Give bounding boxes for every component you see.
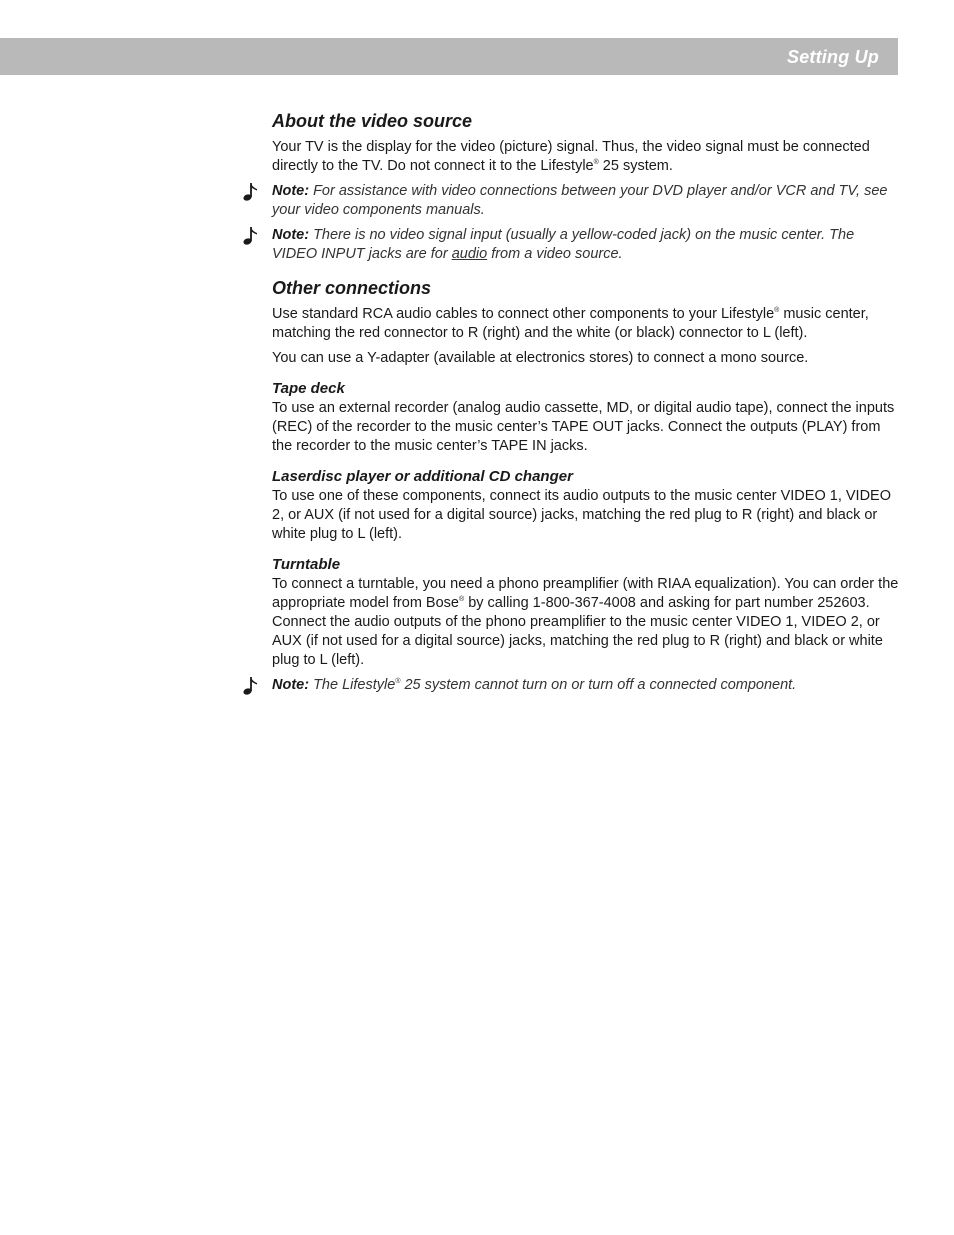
text-fragment: To connect a turntable, you need a phono preamplifier (with RIAA equalization). You can order the appropriate model from Bose	[272, 576, 899, 611]
music-note-icon	[240, 225, 258, 247]
registered-mark: ®	[593, 159, 599, 166]
registered-mark: ®	[459, 596, 465, 603]
registered-mark: ®	[774, 307, 780, 314]
page-section-title: Setting Up	[787, 47, 879, 67]
music-note-icon	[240, 181, 258, 203]
video-source-heading: About the video source	[272, 111, 473, 131]
turntable-section	[272, 555, 902, 695]
video-source-paragraph	[272, 138, 902, 176]
note-no-video-input	[272, 226, 902, 264]
note-text: There is no video signal input (usually a yellow-coded jack) on the music center. The VIDEO INPUT jacks are for	[272, 227, 855, 262]
turntable-heading: Turntable	[272, 556, 341, 573]
y-adapter-paragraph: You can use a Y-adapter (available at electronics stores) to connect a mono source.	[272, 350, 809, 366]
tape-deck-paragraph: To use an external recorder (analog audio cassette, MD, or digital audio tape), connect the inputs (REC) of the recorder to the music center’s TAPE OUT jacks. Connect the outputs (PLAY) from the recorder to the music center’s TAPE IN jacks.	[272, 400, 895, 454]
note-video-connections	[272, 182, 902, 220]
turntable-paragraph	[272, 575, 902, 670]
note-text: The Lifestyle	[313, 677, 396, 693]
other-connections-heading: Other connections	[272, 278, 432, 298]
note-text: For assistance with video connections between your DVD player and/or VCR and TV, see your video components manuals.	[272, 183, 888, 218]
note-label: Note:	[272, 677, 310, 693]
note-text: from a video source.	[487, 246, 623, 262]
other-connections-section	[272, 277, 902, 368]
music-note-icon	[240, 675, 258, 697]
note-text: 25 system cannot turn on or turn off a connected component.	[400, 677, 797, 693]
text-fragment: by calling 1-800-367-4008 and asking for part number 252603. Connect the audio outputs of the phono preamplifier to the music center VIDEO 1, VIDEO 2, or AUX (if not used for a digital source) jacks, matching the red plug to R (right) and black or white plug to L (left).	[272, 595, 883, 668]
text-fragment: Use standard RCA audio cables to connect other components to your Lifestyle	[272, 306, 775, 322]
note-label: Note:	[272, 227, 310, 243]
laserdisc-heading: Laserdisc player or additional CD changer	[272, 468, 573, 485]
tape-deck-section	[272, 379, 902, 456]
content	[272, 110, 902, 695]
note-turn-on-off	[272, 676, 902, 695]
text-fragment: 25 system.	[598, 158, 673, 174]
registered-mark: ®	[395, 678, 401, 685]
laserdisc-paragraph: To use one of these components, connect its audio outputs to the music center VIDEO 1, VIDEO 2, or AUX (if not used for a digital source) jacks, matching the red plug to R (right) and black or white plug to L (left).	[272, 488, 892, 542]
laserdisc-section	[272, 467, 902, 544]
rca-paragraph	[272, 305, 902, 343]
text-fragment: Your TV is the display for the video (picture) signal. Thus, the video signal must be connected directly to the TV. Do not connect it to the Lifestyle	[272, 139, 870, 174]
video-source-section	[272, 110, 902, 264]
text-fragment: music center, matching the red connector to R (right) and the white (or black) connector to L (left).	[272, 306, 869, 341]
note-label: Note:	[272, 183, 310, 199]
underlined-word: audio	[451, 246, 488, 262]
header-bar	[0, 38, 898, 75]
tape-deck-heading: Tape deck	[272, 380, 345, 397]
